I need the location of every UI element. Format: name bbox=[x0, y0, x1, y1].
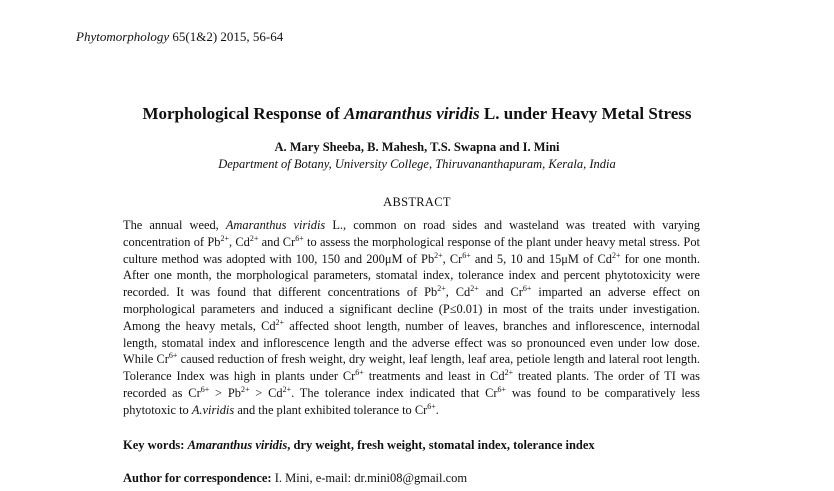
ion-charge: 2+ bbox=[434, 250, 443, 260]
abstract-text: and Cr bbox=[261, 234, 296, 249]
ion-charge: 2+ bbox=[470, 284, 479, 294]
abstract-text: treated plants. The order of TI was recorded as Cr bbox=[123, 369, 700, 400]
journal-name: Phytomorphology bbox=[76, 29, 170, 44]
species-name-short: A.viridis bbox=[191, 402, 235, 417]
abstract-heading: ABSTRACT bbox=[383, 195, 451, 209]
keyword-species: Amaranthus viridis bbox=[187, 438, 288, 452]
correspondence-contact: I. Mini, e-mail: dr.mini08@gmail.com bbox=[274, 471, 468, 485]
abstract-text: was found to be comparatively less phytotoxic to bbox=[123, 385, 700, 417]
ion-charge: 6+ bbox=[427, 401, 436, 411]
abstract-text: . The tolerance index indicated that Cr bbox=[291, 385, 498, 400]
abstract-text: and Cr bbox=[485, 285, 523, 300]
paper-title bbox=[0, 104, 834, 124]
abstract-text: caused reduction of fresh weight, dry weight, leaf length, leaf area, petiole length and lateral root length. Tolerance Index was high in plants under Cr bbox=[123, 352, 700, 384]
author-list: A. Mary Sheeba, B. Mahesh, T.S. Swapna and I. Mini bbox=[274, 140, 560, 154]
correspondence-label: Author for correspondence: bbox=[123, 471, 272, 485]
abstract-text: L., common on road sides and wasteland was treated with varying concentration of Pb bbox=[123, 218, 700, 249]
abstract-text: imparted an adverse effect on morphological parameters and induced a significant decline (P≤0.01) in most of the traits under investigation. Among the heavy metals, Cd bbox=[123, 285, 701, 333]
ion-charge: 2+ bbox=[504, 368, 514, 378]
abstract-text: and the plant exhibited tolerance to Cr bbox=[237, 402, 428, 417]
ion-charge: 6+ bbox=[200, 384, 210, 394]
abstract-text: to assess the morphological response of the plant under heavy metal stress. Pot culture method was adopted with 100, 150 and 200μM of Pb bbox=[123, 234, 700, 266]
abstract-text: > Pb bbox=[215, 385, 241, 400]
correspondence-line bbox=[123, 471, 467, 486]
ion-charge: 6+ bbox=[295, 233, 304, 243]
abstract-paragraph bbox=[123, 217, 700, 419]
title-species: Amaranthus viridis bbox=[344, 104, 480, 123]
ion-charge: 6+ bbox=[522, 284, 532, 294]
keywords-line bbox=[123, 438, 595, 453]
ion-charge: 2+ bbox=[611, 250, 621, 260]
species-name: Amaranthus viridis bbox=[225, 218, 326, 232]
title-suffix: L. under Heavy Metal Stress bbox=[483, 104, 692, 123]
abstract-text: treatments and least in Cd bbox=[368, 369, 505, 384]
abstract-text: Cd bbox=[268, 385, 283, 400]
ion-charge: 6+ bbox=[168, 351, 178, 361]
journal-citation bbox=[76, 29, 283, 45]
abstract-text: , Cd bbox=[228, 234, 250, 249]
ion-charge: 2+ bbox=[220, 233, 229, 243]
ion-charge: 2+ bbox=[437, 284, 446, 294]
keywords-label: Key words: bbox=[123, 438, 185, 452]
abstract-text: , Cd bbox=[445, 285, 471, 300]
keywords-list: , dry weight, fresh weight, stomatal index, tolerance index bbox=[287, 438, 595, 452]
ion-charge: 2+ bbox=[275, 317, 285, 327]
ion-charge: 2+ bbox=[240, 384, 250, 394]
title-prefix: Morphological Response of bbox=[142, 104, 340, 123]
journal-volume-pages: 65(1&2) 2015, 56-64 bbox=[172, 29, 284, 44]
abstract-body bbox=[123, 217, 700, 419]
ion-charge: 6+ bbox=[355, 368, 364, 378]
ion-charge: 2+ bbox=[249, 233, 259, 243]
ion-charge: 2+ bbox=[282, 384, 292, 394]
author-affiliation: Department of Botany, University College, Thiruvananthapuram, Kerala, India bbox=[218, 157, 616, 171]
abstract-text: > bbox=[255, 385, 263, 400]
abstract-text: . bbox=[435, 402, 439, 417]
abstract-text: affected shoot length, number of leaves, branches and inflorescence, internodal length, stomatal index and inflorescence length and the adverse effect was so pronounced even under low dose. While Cr bbox=[123, 318, 700, 367]
abstract-text: for one month. After one month, the morphological parameters, stomatal index, tolerance index and percent phytotoxicity were recorded. It was found that different concentrations of Pb bbox=[123, 251, 700, 300]
abstract-text: , Cr bbox=[442, 251, 463, 266]
ion-charge: 6+ bbox=[497, 384, 507, 394]
ion-charge: 6+ bbox=[462, 250, 471, 260]
abstract-text: and 5, 10 and 15μM of Cd bbox=[474, 251, 612, 266]
abstract-text: The annual weed, bbox=[123, 218, 219, 232]
